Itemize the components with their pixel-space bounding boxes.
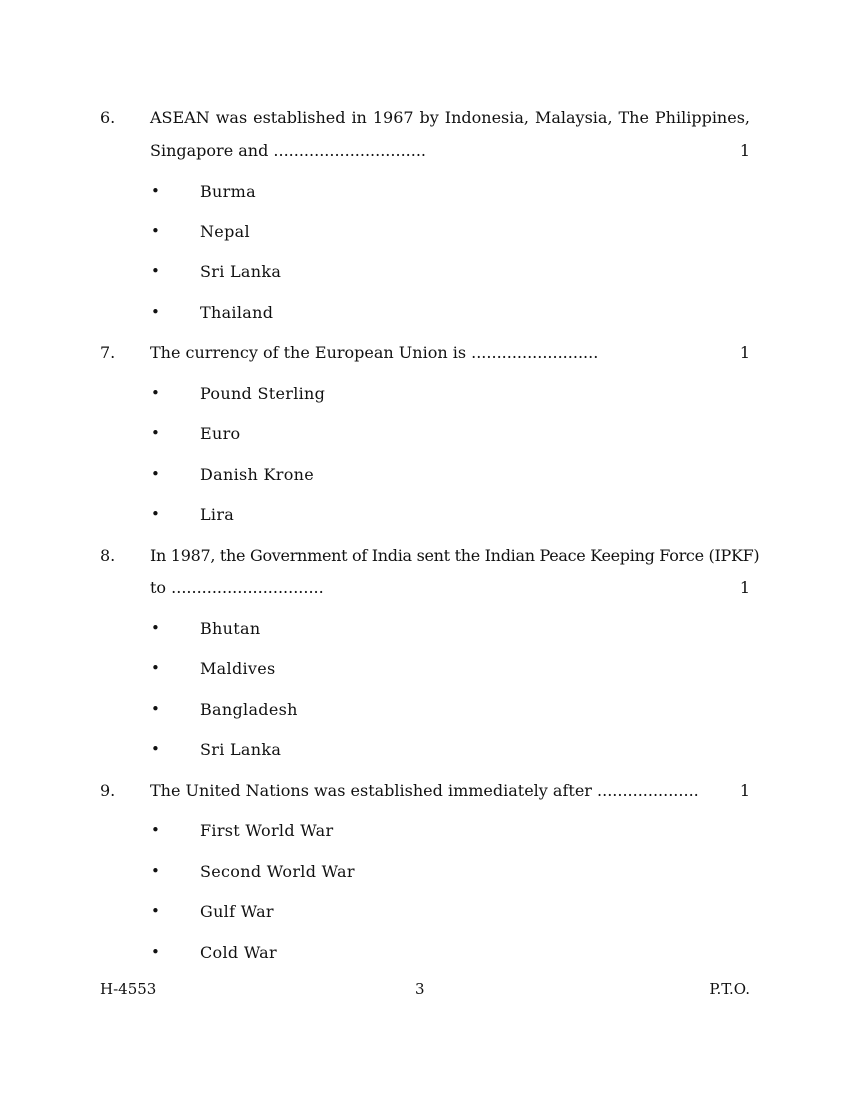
question-marks: 1 [739,781,750,800]
option-label: Lira [200,505,235,524]
bullet-icon: • [151,700,160,718]
option-item [0,424,850,446]
question-text-line-2: Singapore and .............................. [150,141,426,160]
option-item [0,505,850,527]
bullet-icon: • [151,465,160,483]
bullet-icon: • [151,182,160,200]
bullet-icon: • [151,821,160,839]
bullet-icon: • [151,424,160,442]
question-text-line-1: ASEAN was established in 1967 by Indonesia, Malaysia, The Philippines, [150,108,750,127]
option-item [0,700,850,722]
question-text-line-2: to .............................. [150,578,324,597]
bullet-icon: • [151,740,160,758]
bullet-icon: • [151,902,160,920]
option-item [0,862,850,884]
paper-code: H-4553 [100,980,157,998]
option-label: Sri Lanka [200,740,282,759]
bullet-icon: • [151,862,160,880]
option-item [0,465,850,487]
bullet-icon: • [151,659,160,677]
question-number: 7. [100,343,116,362]
option-label: Sri Lanka [200,262,282,281]
option-label: First World War [200,821,334,840]
question-marks: 1 [739,343,750,362]
option-item [0,659,850,681]
question-marks: 1 [739,578,750,597]
option-item [0,740,850,762]
option-label: Thailand [200,303,274,322]
pto-label: P.T.O. [709,980,750,998]
option-item [0,303,850,325]
option-item [0,902,850,924]
option-item [0,262,850,284]
bullet-icon: • [151,222,160,240]
option-label: Euro [200,424,241,443]
question-text-line-1: The currency of the European Union is ......................... [150,343,599,362]
bullet-icon: • [151,303,160,321]
option-item [0,182,850,204]
bullet-icon: • [151,384,160,402]
option-label: Pound Sterling [200,384,326,403]
option-label: Cold War [200,943,277,962]
bullet-icon: • [151,943,160,961]
option-item [0,943,850,965]
question-text-line-1: The United Nations was established immediately after .................... [150,781,699,800]
question-number: 9. [100,781,116,800]
bullet-icon: • [151,262,160,280]
option-label: Burma [200,182,256,201]
bullet-icon: • [151,505,160,523]
option-label: Bangladesh [200,700,298,719]
option-item [0,222,850,244]
option-label: Second World War [200,862,355,881]
option-label: Maldives [200,659,276,678]
option-label: Gulf War [200,902,274,921]
question-text-line-1: In 1987, the Government of India sent the Indian Peace Keeping Force (IPKF) [150,546,760,565]
option-label: Nepal [200,222,250,241]
option-label: Danish Krone [200,465,314,484]
page-number: 3 [415,980,425,998]
question-marks: 1 [739,141,750,160]
bullet-icon: • [151,619,160,637]
question-number: 8. [100,546,116,565]
option-item [0,821,850,843]
question-number: 6. [100,108,116,127]
option-item [0,619,850,641]
option-item [0,384,850,406]
option-label: Bhutan [200,619,261,638]
